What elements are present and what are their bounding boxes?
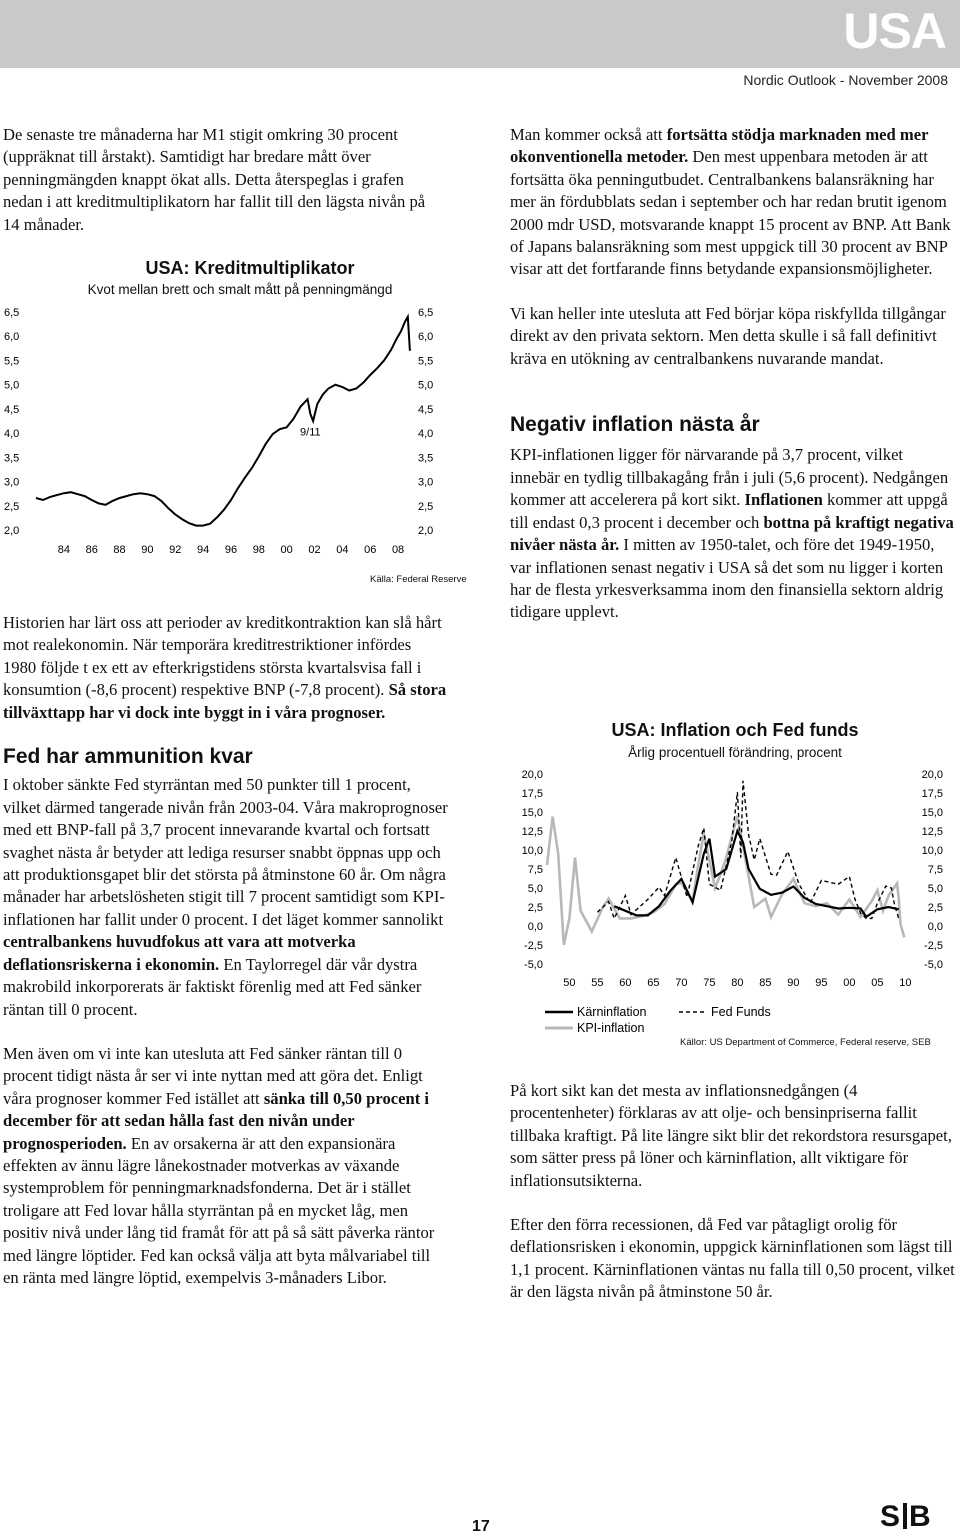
header-band	[0, 0, 960, 68]
x-tick-label: 00	[843, 977, 856, 989]
x-tick-label: 10	[899, 977, 912, 989]
y-tick-label-left: 2,5	[527, 902, 543, 914]
y-tick-label-right: 3,5	[418, 452, 434, 465]
y-tick-label-left: 2,5	[4, 500, 20, 513]
fed-funds-line	[597, 781, 898, 919]
left-column-bottom	[3, 612, 448, 1311]
right-paragraph-4: På kort sikt kan det mesta av inflationsnedgången (4 procentenheter) förklaras av att olje- och bensinpriserna fallit tillbaka kraftigt. På lite längre sikt blir det rekordstora resursgapet, som sätter press på löner och kärninflation, allt viktigare för inflationsutsikterna.	[510, 1081, 952, 1190]
header-subtitle: Nordic Outlook - November 2008	[743, 72, 948, 88]
y-tick-label-right: -5,0	[924, 959, 943, 971]
left-paragraph-1: De senaste tre månaderna har M1 stigit omkring 30 procent (uppräknat till årstakt). Samtidigt har bredare mått över penningmängden knappt ökat alls. Detta återspeglas i grafen nedan i att kreditmultiplikatorn har fallit till den lägsta nivån på 14 månader.	[3, 125, 426, 234]
y-tick-label-left: 10,0	[521, 845, 543, 857]
x-tick-label: 85	[759, 977, 772, 989]
credit-chart-source: Källa: Federal Reserve	[370, 574, 467, 585]
right-column-top	[510, 124, 956, 646]
legend-label-core: Kärninflation	[577, 1005, 647, 1019]
y-tick-label-right: 10,0	[921, 845, 943, 857]
y-tick-label-left: 5,5	[4, 355, 20, 368]
x-tick-label: 94	[196, 544, 210, 556]
credit-multiplier-chart	[0, 296, 460, 588]
page-number: 17	[472, 1518, 490, 1535]
x-tick-label: 84	[57, 544, 70, 556]
left-paragraph-2: Historien har lärt oss att perioder av kreditkontraktion kan slå hårt mot realekonomin. När temporära kreditrestriktioner infördes 1980 följde t ex ett av efterkrigstidens största kvartalsvisa fall i konsumtion (-8,6 procent) respektive BNP (-7,8 procent). Så stora tillväxttapp har vi dock inte byggt in i våra prognoser.	[3, 613, 447, 722]
y-tick-label-left: 3,0	[4, 476, 20, 489]
y-tick-label-left: 3,5	[4, 452, 20, 465]
x-tick-label: 96	[224, 544, 238, 556]
left-paragraph-3: I oktober sänkte Fed styrräntan med 50 punkter till 1 procent, vilket därmed tangerade nivån från 2003-04. Våra makroprognoser med ett BNP-fall på 3,7 procent innevarande kvartal och fortsatt svaghet nästa år betyder att lediga resurser snabbt öppnas upp och att produktionsgapet blir det största på åtminstone 60 år. Om några månader har arbetslösheten stigit till 7 procent samtidigt som KPI-inflationen har fallit under 0 procent. I det läget kommer sannolikt centralbankens huvudfokus att vara att motverka deflationsriskerna i ekonomin. En Taylorregel där vår dystra makrobild inkorporerats är faktiskt förenlig med att Fed sänker räntan till 0 procent.	[3, 775, 448, 1019]
y-tick-label-left: 4,0	[4, 428, 20, 441]
y-tick-label-left: 5,0	[527, 883, 543, 895]
right-column-bottom	[510, 1080, 956, 1326]
y-tick-label-left: 20,0	[521, 769, 543, 781]
inflation-chart-title: USA: Inflation och Fed funds	[611, 720, 859, 740]
y-tick-label-right: 3,0	[418, 476, 434, 489]
x-tick-label: 06	[364, 544, 377, 556]
y-tick-label-left: 6,5	[4, 307, 20, 319]
y-tick-label-right: 2,5	[927, 902, 943, 914]
credit-multiplier-line	[36, 317, 410, 526]
x-tick-label: 70	[675, 977, 688, 989]
x-tick-label: 86	[85, 544, 98, 556]
x-tick-label: 65	[647, 977, 660, 989]
left-paragraph-4: Men även om vi inte kan utesluta att Fed sänker räntan till 0 procent tidigt nästa år ser vi inte nyttan med att göra det. Enligt våra prognoser kommer Fed istället att sänka till 0,50 procent i december för att sedan hålla fast den nivån under prognosperioden. En av orsakerna är att den expansionära effekten av ännu lägre lånekostnader motverkas av växande systemproblem för penningmarknadsfonderna. Det är i stället troligare att Fed lovar hålla styrräntan på en mycket låg, men positiv nivå under lång tid framåt för att på så sätt påverka räntor med längre löptider. Fed kan också välja att byta målvariabel till en ränta med längre löptid, exempelvis 3-månaders Libor.	[3, 1043, 435, 1287]
y-tick-label-right: 5,5	[418, 355, 434, 368]
x-tick-label: 98	[252, 544, 265, 556]
y-tick-label-right: -2,5	[924, 940, 943, 952]
y-tick-label-right: 4,5	[418, 403, 434, 416]
y-tick-label-right: 5,0	[927, 883, 943, 895]
y-tick-label-right: 6,5	[418, 307, 434, 319]
x-tick-label: 90	[141, 544, 154, 556]
y-tick-label-right: 17,5	[921, 788, 943, 800]
legend-label-cpi: KPI-inflation	[577, 1021, 645, 1035]
y-tick-label-right: 20,0	[921, 769, 943, 781]
inflation-chart-subtitle: Årlig procentuell förändring, procent	[628, 745, 842, 760]
y-tick-label-right: 4,0	[418, 428, 434, 441]
x-tick-label: 55	[591, 977, 604, 989]
y-tick-label-right: 2,0	[418, 525, 434, 537]
x-tick-label: 04	[336, 544, 349, 556]
credit-chart-title: USA: Kreditmultiplikator	[145, 258, 355, 278]
x-tick-label: 50	[563, 977, 576, 989]
y-tick-label-left: 4,5	[4, 403, 20, 416]
credit-chart-subtitle: Kvot mellan brett och smalt mått på penningmängd	[87, 282, 393, 297]
x-tick-label: 88	[113, 544, 126, 556]
seb-logo: S B	[880, 1500, 932, 1533]
y-tick-label-right: 5,0	[418, 379, 434, 392]
y-tick-label-right: 2,5	[418, 500, 434, 513]
y-tick-label-right: 7,5	[927, 864, 943, 876]
y-tick-label-right: 15,0	[921, 807, 943, 819]
left-heading: Fed har ammunition kvar	[3, 745, 253, 769]
y-tick-label-right: 12,5	[921, 826, 943, 838]
y-tick-label-left: 2,0	[4, 525, 20, 537]
right-heading: Negativ inflation nästa år	[510, 413, 760, 437]
x-tick-label: 90	[787, 977, 800, 989]
x-tick-label: 60	[619, 977, 632, 989]
right-paragraph-5: Efter den förra recessionen, då Fed var påtagligt orolig för deflationsrisken i ekonomin, uppgick kärninflationen som lägst till 1,1 procent. Kärninflationen väntas nu falla till 0,50 procent, vilket är den lägsta nivån på åtminstone 50 år.	[510, 1215, 955, 1302]
y-tick-label-left: 6,0	[4, 331, 20, 344]
right-paragraph-2: Vi kan heller inte utesluta att Fed börjar köpa riskfyllda tillgångar direkt av den privata sektorn. Men detta skulle i så fall definitivt kräva en utökning av centralbankens nuvarande mandat.	[510, 303, 946, 368]
inflation-fedfunds-chart	[505, 762, 957, 1052]
left-column-top	[3, 124, 445, 258]
y-tick-label-left: 7,5	[527, 864, 543, 876]
x-tick-label: 80	[731, 977, 744, 989]
x-tick-label: 02	[308, 544, 321, 556]
inflation-chart-source: Källor: US Department of Commerce, Federal reserve, SEB	[680, 1037, 931, 1048]
y-tick-label-right: 0,0	[927, 921, 943, 933]
x-tick-label: 95	[815, 977, 828, 989]
x-tick-label: 75	[703, 977, 716, 989]
y-tick-label-left: -5,0	[524, 959, 543, 971]
x-tick-label: 00	[280, 544, 293, 556]
header-title: USA	[843, 3, 946, 59]
x-tick-label: 05	[871, 977, 884, 989]
y-tick-label-left: 17,5	[521, 788, 543, 800]
annotation-9-11: 9/11	[300, 426, 321, 439]
y-tick-label-left: 12,5	[521, 826, 543, 838]
right-paragraph-3: KPI-inflationen ligger för närvarande på 3,7 procent, vilket innebär en tydlig tillbakagång från i juli (5,6 procent). Nedgången kommer att accelerera på kort sikt. Inflationen kommer att uppgå till endast 0,3 procent i december och bottna på kraftigt negativa nivåer nästa år. I mitten av 1950-talet, och före det 1949-1950, var inflationen senast negativ i USA så det som nu ligger i korten har de flesta yrkesverksamma inom den finansiella sektorn aldrig tidigare upplevt.	[510, 445, 954, 622]
y-tick-label-right: 6,0	[418, 331, 434, 344]
y-tick-label-left: 5,0	[4, 379, 20, 392]
y-tick-label-left: 15,0	[521, 807, 543, 819]
x-tick-label: 92	[169, 544, 182, 556]
right-paragraph-1: Man kommer också att fortsätta stödja marknaden med mer okonventionella metoder. Den mest uppenbara metoden är att fortsätta öka penningutbudet. Centralbankens balansräkning har mer än fördubblats sedan i september och har redan brutit igenom 2000 mdr USD, motsvarande knappt 15 procent av BNP. Att Bank of Japans balansräkning som mest uppgick till 30 procent av BNP visar att det fortfarande finns betydande expansionsmöjligheter.	[510, 125, 951, 279]
legend-label-fedfunds: Fed Funds	[711, 1005, 771, 1019]
x-tick-label: 08	[391, 544, 405, 556]
y-tick-label-left: 0,0	[527, 921, 543, 933]
y-tick-label-left: -2,5	[524, 940, 543, 952]
